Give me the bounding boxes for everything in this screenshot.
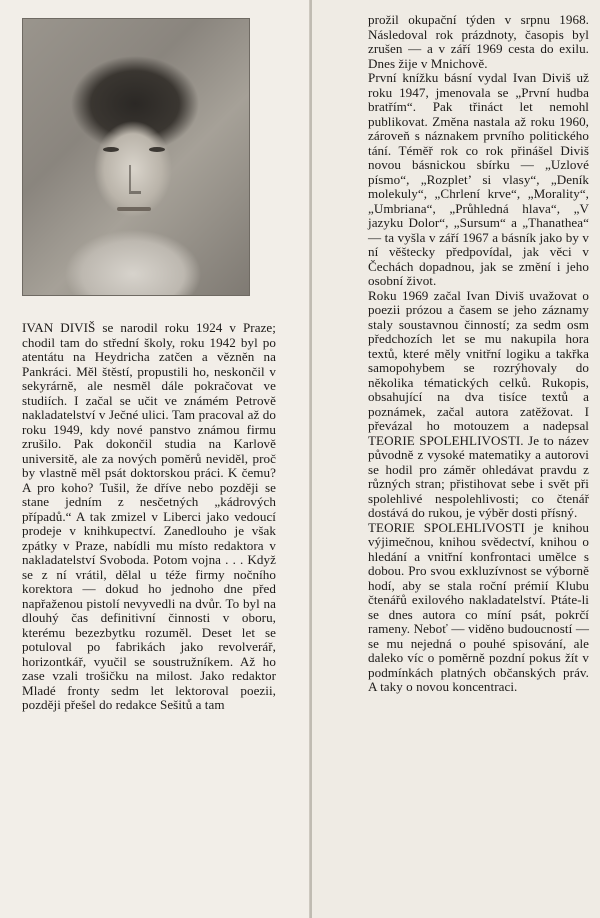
author-portrait-photo [22, 18, 250, 296]
biography-continuation: prožil okupační týden v srpnu 1968. Následoval rok prázdnoty, časopis byl zrušen — a v září 1969 cesta do exilu. Dnes žije v Mnichově. [368, 12, 589, 71]
biography-text: IVAN DIVIŠ se narodil roku 1924 v Praze; chodil tam do střední školy, roku 1942 byl po atentátu na Heydricha zatčen a vězněn na Pankráci. Měl štěstí, propustili ho, neskončil v sekyrárně, ale nesměl dále pokračovat ve studiích. I začal se učit ve známém Petrově nakladatelství v Ječné ulici. Tam pracoval až do roku 1949, kdy nové panstvo známou firmu zrušilo. Pak dokončil studia na Karlově universitě, ale za nových poměrů neviděl, proč by vlastně měl psát doktorskou práci. K čemu? A pro koho? Tušil, že dříve nebo později se stane jedním z nesčetných „kádrových případů.“ A tak zmizel v Liberci jako vedoucí prodeje v knihkupectví. Zanedlouho je však zpátky v Praze, nabídli mu místo redaktora v nakladatelství Svoboda. Potom vojna . . . Když se z ní vrátil, dělal u téže firmy nočního korektora — dokud ho jednoho dne před napřaženou pistolí nevyvedli na dvůr. To byl na dlouhý čas definitivní činnosti v oboru, kterému bezezbytku rozuměl. Deset let se potuloval po fabrikách jako revolverář, horizontkář, vyučil se soustružníkem. Až ho zase vzali trošičku na milost. Jako redaktor Mladé fronty sedm let lektoroval poezii, později přešel do redakce Sešitů a tam [22, 320, 276, 712]
right-text-column [368, 13, 589, 695]
paragraph-book-recommendation: TEORIE SPOLEHLIVOSTI je knihou výjimečnou, knihou svědectví, knihou o hledání a vnitřní konfrontaci umělce s dobou. Pro svou exkluzívnost se výborně hodí, aby se stala roční prémií Klubu čtenářů exilového nakladatelství. Ptáte-li se dnes autora co míní psát, pokrčí rameny. Neboť — viděno budoucností — se mu nejedná o pouhé spisování, ale daleko víc o poměrně pozdní pokus žít v podmínkách platných občanských práv. A taky o novou koncentraci. [368, 519, 589, 694]
portrait-eye-right [149, 147, 165, 152]
portrait-eye-left [103, 147, 119, 152]
portrait-mouth [117, 207, 151, 211]
portrait-nose [129, 165, 141, 194]
paragraph-poetry-books: První knížku básní vydal Ivan Diviš už roku 1947, jmenovala se „První hudba bratřím“. Pak třináct let nemohl publikovat. Změna nastala až roku 1960, zároveň s náznakem prvního politického tání. Téměř rok co rok přinášel Diviš novou básnickou sbírku — „Uzlové písmo“, „Rozplet’ si vlasy“, „Deník molekuly“, „Chrlení krve“, „Morality“, „Umbriana“, „Průhledná hlava“, „V jazyku Dolor“, „Sursum“ a „Thanathea“ — ta vyšla v září 1967 a básník jako by v ní věštecky předpovídal, jak věci v Čechách dopadnou, jak se změní i jeho osobní život. [368, 70, 589, 288]
paragraph-prose-origin: Roku 1969 začal Ivan Diviš uvažovat o poezii prózou a časem se jeho záznamy staly soustavnou činností; za sedm osm předchozích let se mu nakupila hora textů, které měly vnitřní logiku a takřka samopohybem se rozrýhovaly do několika tématických celků. Rukopis, obsahující na dva tisíce textů a poznámek, začal autora zatěžovat. I převázal ho motouzem a nadepsal TEORIE SPOLEHLIVOSTI. Je to název původně z vysoké matematiky a autorovi se hodil pro záměr ohledávat pravdu z různých stran; přistihovat sebe i svět při spolehlivé nespolehlivosti; co čtenář dostává do rukou, je výběr dosti přísný. [368, 287, 589, 520]
author-biography-paragraph [22, 321, 276, 713]
